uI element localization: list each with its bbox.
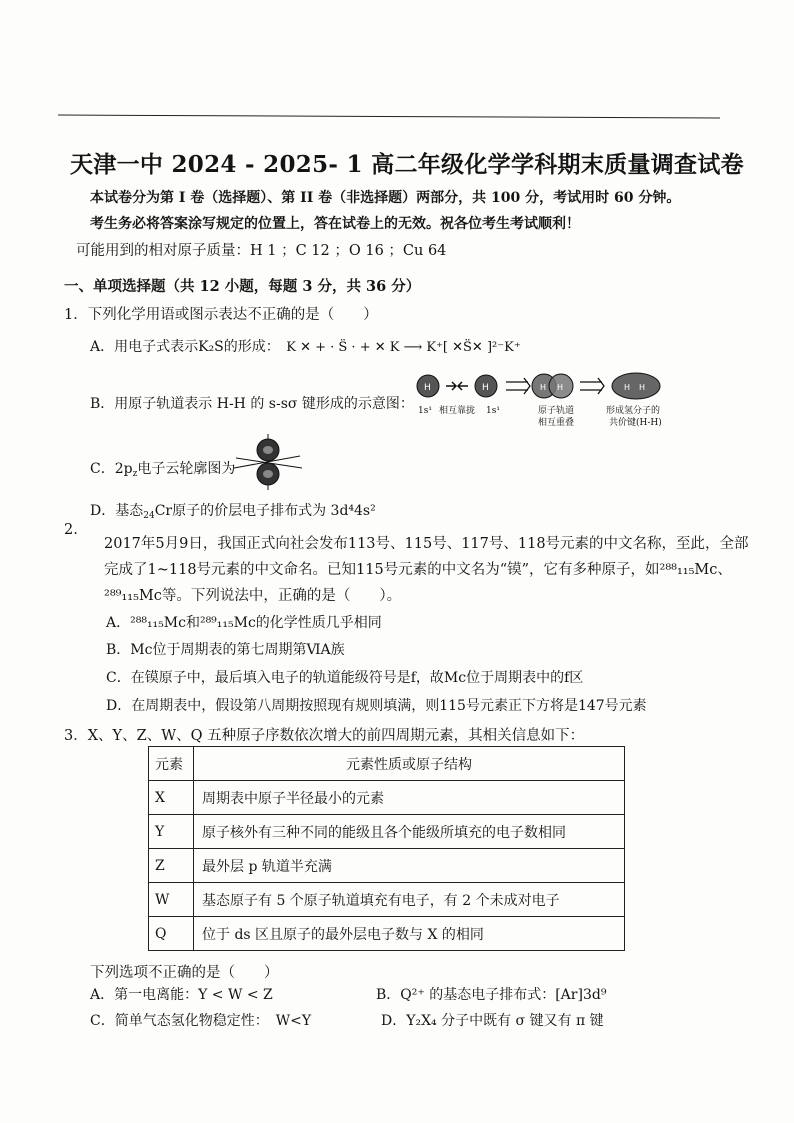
- q2-line3: ²⁸⁹₁₁₅Mc等。下列说法中，正确的是（ ）。: [104, 588, 402, 604]
- q1-option-c-sub: z: [132, 469, 138, 479]
- table-row: [149, 883, 625, 917]
- svg-text:H: H: [424, 383, 431, 393]
- table-cell-element: Y: [149, 815, 194, 849]
- fig-label-1s-right: 1s¹: [486, 406, 500, 416]
- table-cell-property: 原子核外有三种不同的能级且各个能级所填充的电子数相同: [194, 815, 625, 849]
- svg-text:H: H: [557, 383, 564, 392]
- table-cell-element: Q: [149, 917, 194, 951]
- table-cell-element: W: [149, 883, 194, 917]
- table-cell-property: 最外层 p 轨道半充满: [194, 849, 625, 883]
- q2-option-b: B．Mc位于周期表的第七周期第ⅥA族: [106, 642, 345, 658]
- table-header-row: [149, 747, 625, 781]
- q3-prompt: 下列选项不正确的是（ ）: [90, 965, 279, 981]
- q2-number: 2.: [64, 522, 78, 538]
- exam-intro-line2: 考生务必将答案涂写规定的位置上，答在试卷上的无效。祝各位考生考试顺利！: [90, 216, 580, 232]
- q2-line1: 2017年5月9日，我国正式向社会发布113号、115号、117号、118号元素的中文名称，至此，全部: [104, 536, 749, 552]
- q3-option-c: C．简单气态氢化物稳定性： W<Y: [90, 1013, 312, 1029]
- table-row: [149, 815, 625, 849]
- q1-option-d-sub: 24: [143, 511, 155, 521]
- svg-text:H: H: [540, 383, 547, 392]
- table-row: [149, 917, 625, 951]
- table-cell-property: 位于 ds 区且原子的最外层电子数与 X 的相同: [194, 917, 625, 951]
- fig-label-covalent-bond: 共价键(H-H): [609, 418, 662, 428]
- table-header-element: 元素: [149, 747, 194, 781]
- table-cell-element: X: [149, 781, 194, 815]
- table-row: [149, 849, 625, 883]
- q1-option-d-tail: Cr原子的价层电子排布式为 3d⁴4s²: [154, 503, 376, 519]
- table-cell-property: 周期表中原子半径最小的元素: [194, 781, 625, 815]
- svg-text:H: H: [624, 383, 631, 392]
- svg-text:H: H: [639, 383, 646, 392]
- element-info-table: [148, 746, 625, 951]
- table-header-property: 元素性质或原子结构: [194, 747, 625, 781]
- table-cell-element: Z: [149, 849, 194, 883]
- q2-option-d: D．在周期表中，假设第八周期按照现有规则填满，则115号元素正下方将是147号元素: [106, 698, 647, 714]
- q1-option-a-text: A．用电子式表示K₂S的形成：: [90, 339, 280, 355]
- exam-intro-line1: 本试卷分为第 I 卷（选择题）、第 II 卷（非选择题）两部分，共 100 分，考试用时 60 分钟。: [90, 190, 681, 206]
- q1-option-d-text: D．基态: [90, 503, 144, 519]
- q1-option-d: [90, 500, 376, 521]
- section1-heading: 一、单项选择题（共 12 小题，每题 3 分，共 36 分）: [64, 278, 421, 295]
- atomic-masses: 可能用到的相对原子质量：H 1 ；C 12 ；O 16 ；Cu 64: [76, 243, 447, 259]
- 2pz-orbital-figure: [228, 432, 308, 492]
- exam-title: 天津一中 2024 - 2025- 1 高二年级化学学科期末质量调查试卷: [70, 151, 744, 178]
- q2-line2: 完成了1~118号元素的中文命名。已知115号元素的中文名为“镆”，它有多种原子，如²⁸⁸₁₁₅Mc、: [104, 562, 732, 578]
- q1-option-c: [90, 458, 235, 479]
- table-cell-property: 基态原子有 5 个原子轨道填充有电子，有 2 个未成对电子: [194, 883, 625, 917]
- q1-stem: 1．下列化学用语或图示表达不正确的是（ ）: [64, 307, 378, 323]
- q1-option-a: [90, 336, 521, 356]
- q3-stem: 3．X、Y、Z、W、Q 五种原子序数依次增大的前四周期元素，其相关信息如下：: [64, 728, 585, 744]
- q2-option-c: C．在镆原子中，最后填入电子的轨道能级符号是f，故Mc位于周期表中的f区: [106, 670, 584, 686]
- q1-option-c-tail: 电子云轮廓图为: [137, 461, 236, 477]
- q3-option-d: D．Y₂X₄ 分子中既有 σ 键又有 π 键: [381, 1013, 604, 1029]
- fig-label-1s-left: 1s¹: [418, 406, 432, 416]
- fig-label-forming: 形成氢分子的: [606, 406, 661, 416]
- svg-text:H: H: [482, 383, 489, 393]
- fig-label-orbital: 原子轨道: [538, 406, 575, 416]
- q3-option-a: A．第一电离能：Y < W < Z: [90, 987, 273, 1003]
- top-rule: [58, 115, 720, 119]
- table-row: [149, 781, 625, 815]
- fig-label-approach: 相互靠拢: [439, 406, 476, 416]
- q1-option-b: B．用原子轨道表示 H-H 的 s-sσ 键形成的示意图：: [90, 396, 414, 412]
- q2-option-a: A．²⁸⁸₁₁₅Mc和²⁸⁹₁₁₅Mc的化学性质几乎相同: [106, 615, 382, 631]
- q1-option-c-text: C．2p: [90, 461, 133, 477]
- q3-option-b: B．Q²⁺ 的基态电子排布式：[Ar]3d⁹: [376, 987, 607, 1003]
- q1-option-a-formula: K ✕ + · S̈ · + ✕ K ⟶ K⁺[ ✕S̈✕ ]²⁻K⁺: [286, 340, 521, 355]
- fig-label-overlap: 相互重叠: [538, 418, 575, 428]
